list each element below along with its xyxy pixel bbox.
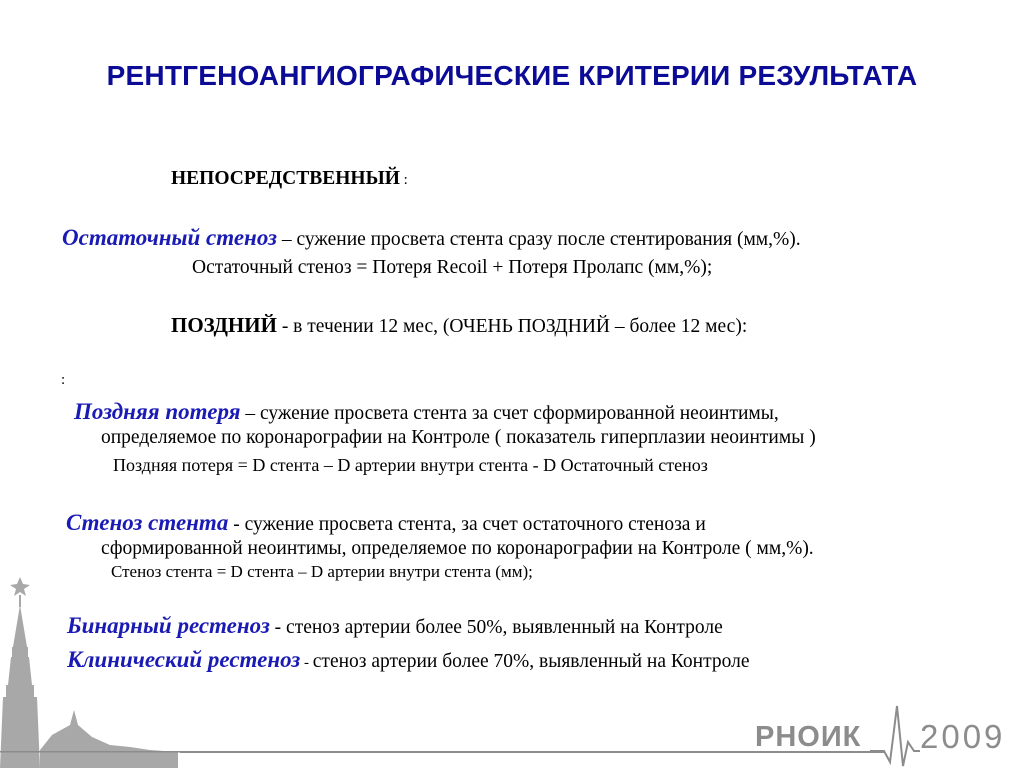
heartbeat-pulse-icon xyxy=(870,700,920,768)
stent-stenosis-term: Стеноз стента xyxy=(66,510,229,535)
late-heading: ПОЗДНИЙ xyxy=(171,313,277,337)
binary-desc: - стеноз артерии более 50%, выявленный на Контроле xyxy=(269,617,723,638)
late-section xyxy=(171,313,747,339)
immediate-section xyxy=(171,167,408,192)
stent-stenosis-desc-2: сформированной неоинтимы, определяемое по коронарографии на Контроле ( мм,%). xyxy=(101,538,814,559)
binary-term: Бинарный рестеноз xyxy=(67,613,270,638)
stray-colon: : xyxy=(61,372,66,388)
clinical-sep: - xyxy=(300,655,313,671)
footer-logo-year: 2009 xyxy=(920,718,1006,755)
kremlin-tower-icon xyxy=(0,575,200,768)
immediate-heading: НЕПОСРЕДСТВЕННЫЙ xyxy=(171,168,400,189)
late-desc: - в течении 12 мес, (ОЧЕНЬ ПОЗДНИЙ – более 12 мес): xyxy=(276,316,748,337)
clinical-desc: стеноз артерии более 70%, выявленный на Контроле xyxy=(312,651,750,672)
residual-definition xyxy=(62,226,801,252)
residual-term: Остаточный стеноз xyxy=(62,225,277,250)
stent-stenosis-desc-1: - сужение просвета стента, за счет остаточного стеноза и xyxy=(228,514,706,535)
late-loss-formula: Поздняя потеря = D стента – D артерии внутри стента - D Остаточный стеноз xyxy=(113,455,708,475)
immediate-suffix: : xyxy=(399,172,408,188)
page-title: РЕНТГЕНОАНГИОГРАФИЧЕСКИЕ КРИТЕРИИ РЕЗУЛЬТАТА xyxy=(106,60,918,91)
residual-formula: Остаточный стеноз = Потеря Recoil + Потеря Пролапс (мм,%); xyxy=(192,257,713,278)
late-loss-definition xyxy=(74,400,779,426)
footer-logo-text: РНОИК xyxy=(755,721,862,753)
late-loss-desc-2: определяемое по коронарографии на Контроле ( показатель гиперплазии неоинтимы ) xyxy=(101,427,816,448)
late-loss-desc-1: – сужение просвета стента за счет сформированной неоинтимы, xyxy=(240,403,779,424)
residual-desc: – сужение просвета стента сразу после стентирования (мм,%). xyxy=(277,229,801,250)
stent-stenosis-formula: Стеноз стента = D стента – D артерии внутри стента (мм); xyxy=(111,562,533,581)
late-loss-term: Поздняя потеря xyxy=(74,399,241,424)
stent-stenosis-definition xyxy=(66,511,706,537)
clinical-term: Клинический рестеноз xyxy=(67,647,301,672)
